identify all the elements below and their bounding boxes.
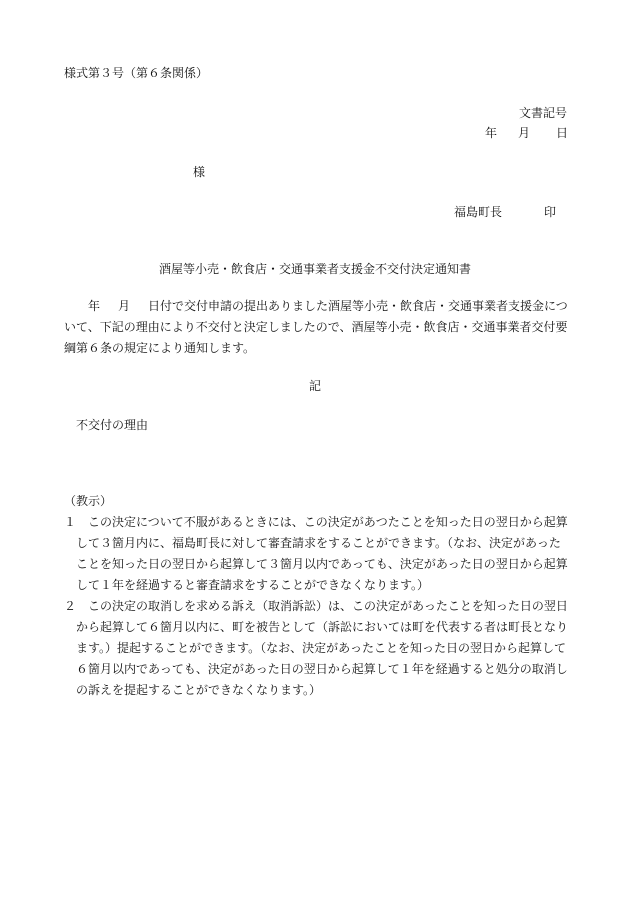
instructions-label: （教示） bbox=[64, 494, 113, 508]
document-number-label: 文書記号 bbox=[518, 106, 567, 120]
date-day-label: 日 bbox=[555, 126, 568, 140]
seal-mark: 印 bbox=[543, 205, 556, 219]
instruction-number: ２ bbox=[64, 599, 77, 613]
instruction-number: １ bbox=[64, 515, 77, 529]
date-month-label: 月 bbox=[517, 126, 530, 140]
instruction-text: この決定について不服があるときには、この決定があつたことを知った日の翌日から起算して３箇月内に、福島町長に対して審査請求をすることができます。（なお、決定があったことを知った日の翌日から起算して３箇月以内であっても、決定があった日の翌日から起算して１年を経過すると審査請求をすることができなくなります。） bbox=[76, 515, 568, 592]
sender bbox=[454, 203, 556, 220]
addressee-honorific: 様 bbox=[193, 165, 206, 179]
body-year-label: 年 bbox=[88, 299, 101, 313]
sender-name: 福島町長 bbox=[453, 205, 502, 219]
ki-heading: 記 bbox=[308, 379, 321, 393]
body-month-label: 月 bbox=[118, 299, 131, 313]
reason-label: 不交付の理由 bbox=[76, 418, 149, 432]
instruction-item bbox=[64, 512, 572, 596]
body-text: 日付で交付申請の提出ありました酒屋等小売・飲食店・交通事業者支援金について、下記の理由により不交付と決定しましたので、酒屋等小売・飲食店・交通事業者交付要綱第６条の規定により通知します。 bbox=[64, 299, 568, 355]
date-year-label: 年 bbox=[484, 126, 497, 140]
issue-date bbox=[485, 124, 568, 141]
form-number: 様式第３号（第６条関係） bbox=[64, 66, 209, 80]
document-title: 酒屋等小売・飲食店・交通事業者支援金不交付決定通知書 bbox=[158, 262, 471, 276]
notice-body bbox=[64, 296, 569, 359]
instruction-text: この決定の取消しを求める訴え（取消訴訟）は、この決定があったことを知った日の翌日から起算して６箇月以内に、町を被告として（訴訟においては町を代表する者は町長となります。）提起することができます。（なお、決定があったことを知った日の翌日から起算して６箇月以内であっても、決定があった日の翌日から起算して１年を経過すると処分の取消しの訴えを提起することができなくなります。） bbox=[76, 599, 569, 697]
instruction-item bbox=[64, 596, 572, 701]
